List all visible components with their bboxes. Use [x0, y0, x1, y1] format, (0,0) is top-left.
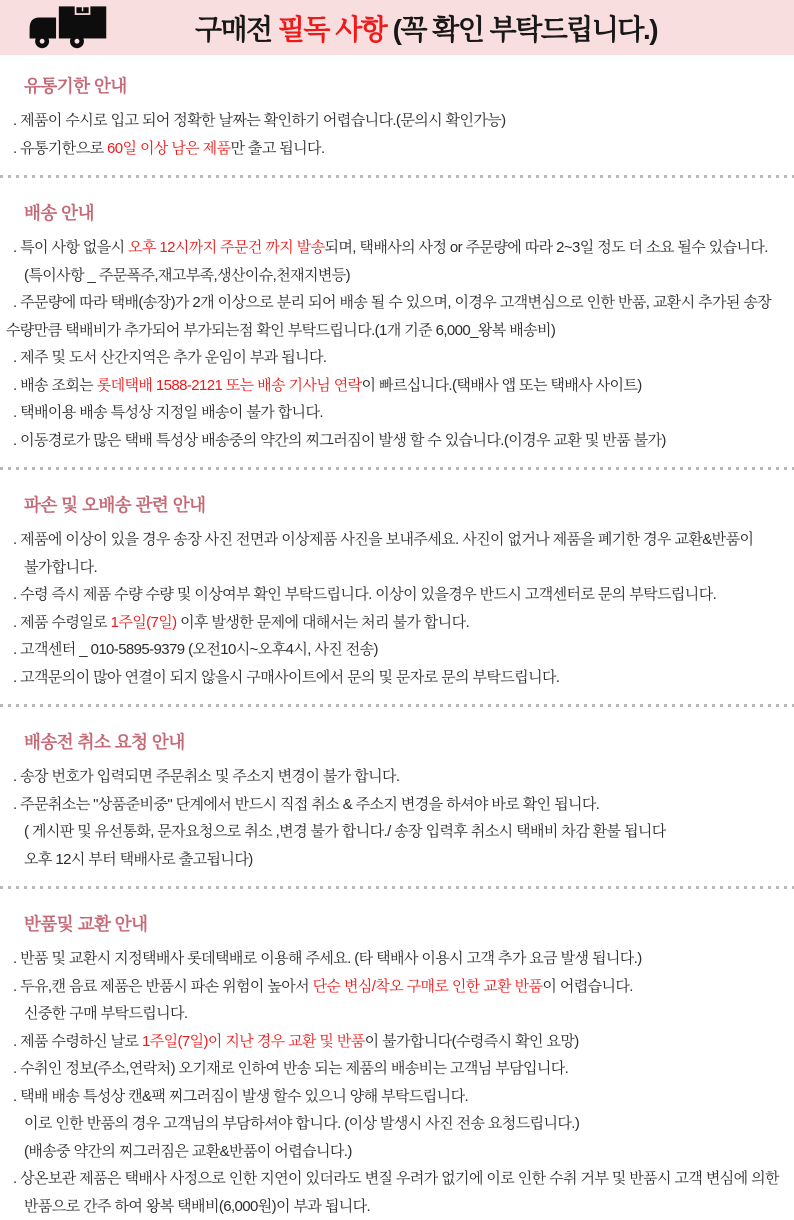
- notice-line: [13, 1165, 788, 1193]
- notice-line: [13, 1083, 788, 1111]
- notice-text: 반품으로 간주 하여 왕복 택배비(6,000원)이 부과 됩니다.: [24, 1198, 370, 1215]
- notice-text: 수량만큼 택배비가 추가되어 부가되는점 확인 부탁드립니다.(1개 기준 6,000_왕복 배송비): [6, 322, 555, 339]
- notice-line: [13, 791, 788, 819]
- section-heading: 파손 및 오배송 관련 안내: [24, 492, 794, 517]
- notice-text: (특이사항 _ 주문폭주,재고부족,생산이슈,천재지변등): [24, 267, 350, 284]
- highlighted-text: 1주일(7일)이 지난 경우 교환 및 반품: [142, 1033, 365, 1050]
- notice-line: [24, 1138, 788, 1166]
- highlighted-text: 60일 이상 남은 제품: [107, 140, 230, 157]
- notice-line: [13, 399, 788, 427]
- dotted-divider: [0, 704, 794, 707]
- notice-line: [13, 289, 788, 317]
- notice-text: . 고객문의이 많아 연결이 되지 않을시 구매사이트에서 문의 및 문자로 문의 부탁드립니다.: [13, 669, 559, 686]
- notice-text: 불가합니다.: [24, 559, 97, 576]
- notice-text: 이후 발생한 문제에 대해서는 처리 불가 합니다.: [177, 614, 469, 631]
- notice-text: . 배송 조회는: [13, 377, 97, 394]
- notice-line: [24, 1000, 788, 1028]
- notice-line: [13, 372, 788, 400]
- notice-section: [0, 713, 794, 873]
- highlighted-text: 롯데택배 1588-2121 또는 배송 기사님 연락: [97, 377, 362, 394]
- notice-text: . 이동경로가 많은 택배 특성상 배송중의 약간의 찌그러짐이 발생 할 수 있습니다.(이경우 교환 및 반품 불가): [13, 432, 666, 449]
- notice-text: 이로 인한 반품의 경우 고객님의 부담하셔야 합니다. (이상 발생시 사진 전송 요청드립니다.): [24, 1115, 579, 1132]
- dotted-divider: [0, 886, 794, 889]
- section-heading: 배송 안내: [24, 200, 794, 225]
- notice-text: . 주문취소는 "상품준비중" 단계에서 반드시 직접 취소 & 주소지 변경을 하셔야 바로 확인 됩니다.: [13, 796, 599, 813]
- dotted-divider: [0, 175, 794, 178]
- notice-line: [24, 262, 788, 290]
- title-highlight: 필독 사항: [278, 14, 386, 45]
- notice-line: [24, 1110, 788, 1138]
- notice-line: [13, 973, 788, 1001]
- notice-text: . 택배이용 배송 특성상 지정일 배송이 불가 합니다.: [13, 404, 323, 421]
- notice-line: [13, 344, 788, 372]
- notice-line: [24, 554, 788, 582]
- section-heading: 반품및 교환 안내: [24, 911, 794, 936]
- notice-text: . 상온보관 제품은 택배사 사정으로 인한 지연이 있더라도 변질 우려가 없기에 이로 인한 수취 거부 및 반품시 고객 변심에 의한: [13, 1170, 779, 1187]
- notice-text: . 제품이 수시로 입고 되어 정확한 날짜는 확인하기 어렵습니다.(문의시 확인가능): [13, 112, 506, 129]
- title-text: (꼭 확인 부탁드립니다.): [386, 14, 657, 45]
- highlighted-text: 단순 변심/착오 구매로 인한 교환 반품: [313, 978, 543, 995]
- notice-line: [24, 846, 788, 874]
- notice-text: . 제주 및 도서 산간지역은 추가 운임이 부과 됩니다.: [13, 349, 326, 366]
- notice-line: [13, 664, 788, 692]
- notice-line: [13, 636, 788, 664]
- notice-line: [6, 317, 788, 345]
- highlighted-text: 1주일(7일): [111, 614, 177, 631]
- notice-line: [13, 945, 788, 973]
- notice-text: . 제품 수령하신 날로: [13, 1033, 142, 1050]
- notice-line: [13, 234, 788, 262]
- notice-text: . 택배 배송 특성상 캔&팩 찌그러짐이 발생 할수 있으니 양해 부탁드립니다.: [13, 1088, 468, 1105]
- page-header: [0, 0, 794, 55]
- notice-text: 이 불가합니다(수령즉시 확인 요망): [365, 1033, 579, 1050]
- notice-text: 신중한 구매 부탁드립니다.: [24, 1005, 188, 1022]
- title-text: 구매전: [195, 14, 278, 45]
- notice-line: [13, 107, 788, 135]
- notice-line: [24, 818, 788, 846]
- notice-line: [13, 1055, 788, 1083]
- notice-text: 오후 12시 부터 택배사로 출고됩니다): [24, 851, 253, 868]
- notice-line: [13, 427, 788, 455]
- notice-text: 이 빠르십니다.(택배사 앱 또는 택배사 사이트): [361, 377, 641, 394]
- notice-line: [13, 609, 788, 637]
- notice-text: (배송중 약간의 찌그러짐은 교환&반품이 어렵습니다.): [24, 1143, 352, 1160]
- notice-text: . 제품에 이상이 있을 경우 송장 사진 전면과 이상제품 사진을 보내주세요. 사진이 없거나 제품을 폐기한 경우 교환&반품이: [13, 531, 753, 548]
- notice-text: . 고객센터 _ 010-5895-9379 (오전10시~오후4시, 사진 전송): [13, 641, 378, 658]
- notice-section: [0, 184, 794, 454]
- notice-line: [13, 135, 788, 163]
- notice-section: [0, 476, 794, 691]
- notice-sections: [0, 55, 794, 1220]
- notice-text: . 주문량에 따라 택배(송장)가 2개 이상으로 분리 되어 배송 될 수 있으며, 이경우 고객변심으로 인한 반품, 교환시 추가된 송장: [13, 294, 771, 311]
- notice-section: [0, 57, 794, 162]
- notice-text: . 수령 즉시 제품 수량 수량 및 이상여부 확인 부탁드립니다. 이상이 있을경우 반드시 고객센터로 문의 부탁드립니다.: [13, 586, 716, 603]
- notice-line: [13, 763, 788, 791]
- page-title: [118, 8, 734, 48]
- notice-text: 만 출고 됩니다.: [230, 140, 324, 157]
- notice-text: . 수취인 정보(주소,연락처) 오기재로 인하여 반송 되는 제품의 배송비는 고객님 부담입니다.: [13, 1060, 568, 1077]
- notice-text: . 유통기한으로: [13, 140, 107, 157]
- notice-text: 되며, 택배사의 사정 or 주문량에 따라 2~3일 정도 더 소요 될수 있습니다.: [325, 239, 768, 256]
- notice-text: . 두유,캔 음료 제품은 반품시 파손 위험이 높아서: [13, 978, 313, 995]
- notice-text: . 특이 사항 없을시: [13, 239, 128, 256]
- dotted-divider: [0, 467, 794, 470]
- notice-section: [0, 895, 794, 1220]
- notice-line: [13, 581, 788, 609]
- section-heading: 배송전 취소 요청 안내: [24, 729, 794, 754]
- notice-line: [24, 1193, 788, 1220]
- notice-text: ( 게시판 및 유선통화, 문자요청으로 취소 ,변경 불가 합니다./ 송장 입력후 취소시 택배비 차감 환불 됩니다: [24, 823, 666, 840]
- notice-text: . 반품 및 교환시 지정택배사 롯데택배로 이용해 주세요. (타 택배사 이용시 고객 추가 요금 발생 됩니다.): [13, 950, 642, 967]
- truck-icon: [26, 4, 118, 52]
- notice-line: [13, 1028, 788, 1056]
- section-heading: 유통기한 안내: [24, 73, 794, 98]
- notice-text: 이 어렵습니다.: [542, 978, 632, 995]
- notice-text: . 송장 번호가 입력되면 주문취소 및 주소지 변경이 불가 합니다.: [13, 768, 400, 785]
- notice-text: . 제품 수령일로: [13, 614, 111, 631]
- highlighted-text: 오후 12시까지 주문건 까지 발송: [128, 239, 324, 256]
- notice-line: [13, 526, 788, 554]
